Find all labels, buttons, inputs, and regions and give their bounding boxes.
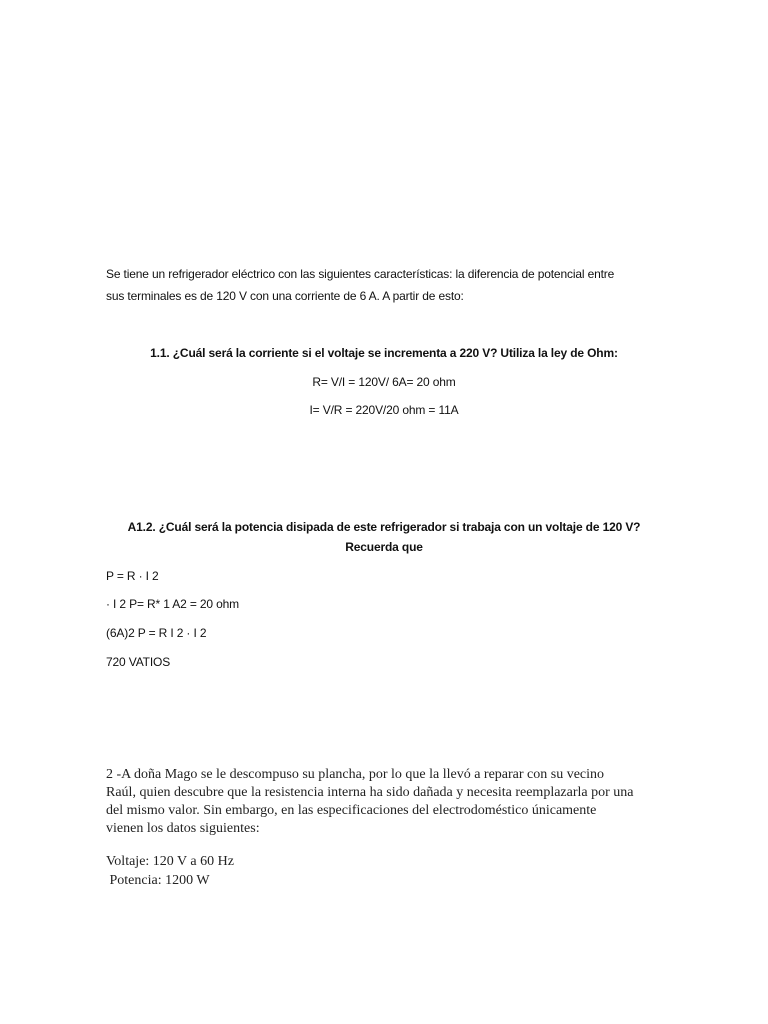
step-current-squared: (6A)2 P = R I 2 · I 2 [106,626,207,640]
intro-line-1: Se tiene un refrigerador eléctrico con las siguientes características: la diferencia de potencial entre [106,267,615,281]
question-1-2: A1.2. ¿Cuál será la potencia disipada de este refrigerador si trabaja con un voltaje de 120 V? [127,520,641,534]
question-1-1: 1.1. ¿Cuál será la corriente si el voltaje se incrementa a 220 V? Utiliza la ley de Ohm: [150,346,618,360]
problem-2-line-3: del mismo valor. Sin embargo, en las especificaciones del electrodoméstico únicamente [106,803,597,818]
problem-2-line-2: Raúl, quien descubre que la resistencia interna ha sido dañada y necesita reemplazarla por una [106,785,634,800]
step-resistance: · I 2 P= R* 1 A2 = 20 ohm [106,597,239,611]
step-power-formula: P = R · I 2 [106,569,159,583]
answer-power: 720 VATIOS [106,655,171,669]
equation-resistance: R= V/I = 120V/ 6A= 20 ohm [312,375,456,389]
spec-power: Potencia: 1200 W [106,873,210,888]
equation-current: I= V/R = 220V/20 ohm = 11A [309,403,459,417]
spec-voltage: Voltaje: 120 V a 60 Hz [106,854,234,869]
question-1-2-reminder: Recuerda que [345,540,423,554]
problem-2-line-1: 2 -A doña Mago se le descompuso su plancha, por lo que la llevó a reparar con su vecino [106,767,605,782]
problem-2-line-4: vienen los datos siguientes: [106,821,260,836]
intro-line-2: sus terminales es de 120 V con una corriente de 6 A. A partir de esto: [106,289,464,303]
